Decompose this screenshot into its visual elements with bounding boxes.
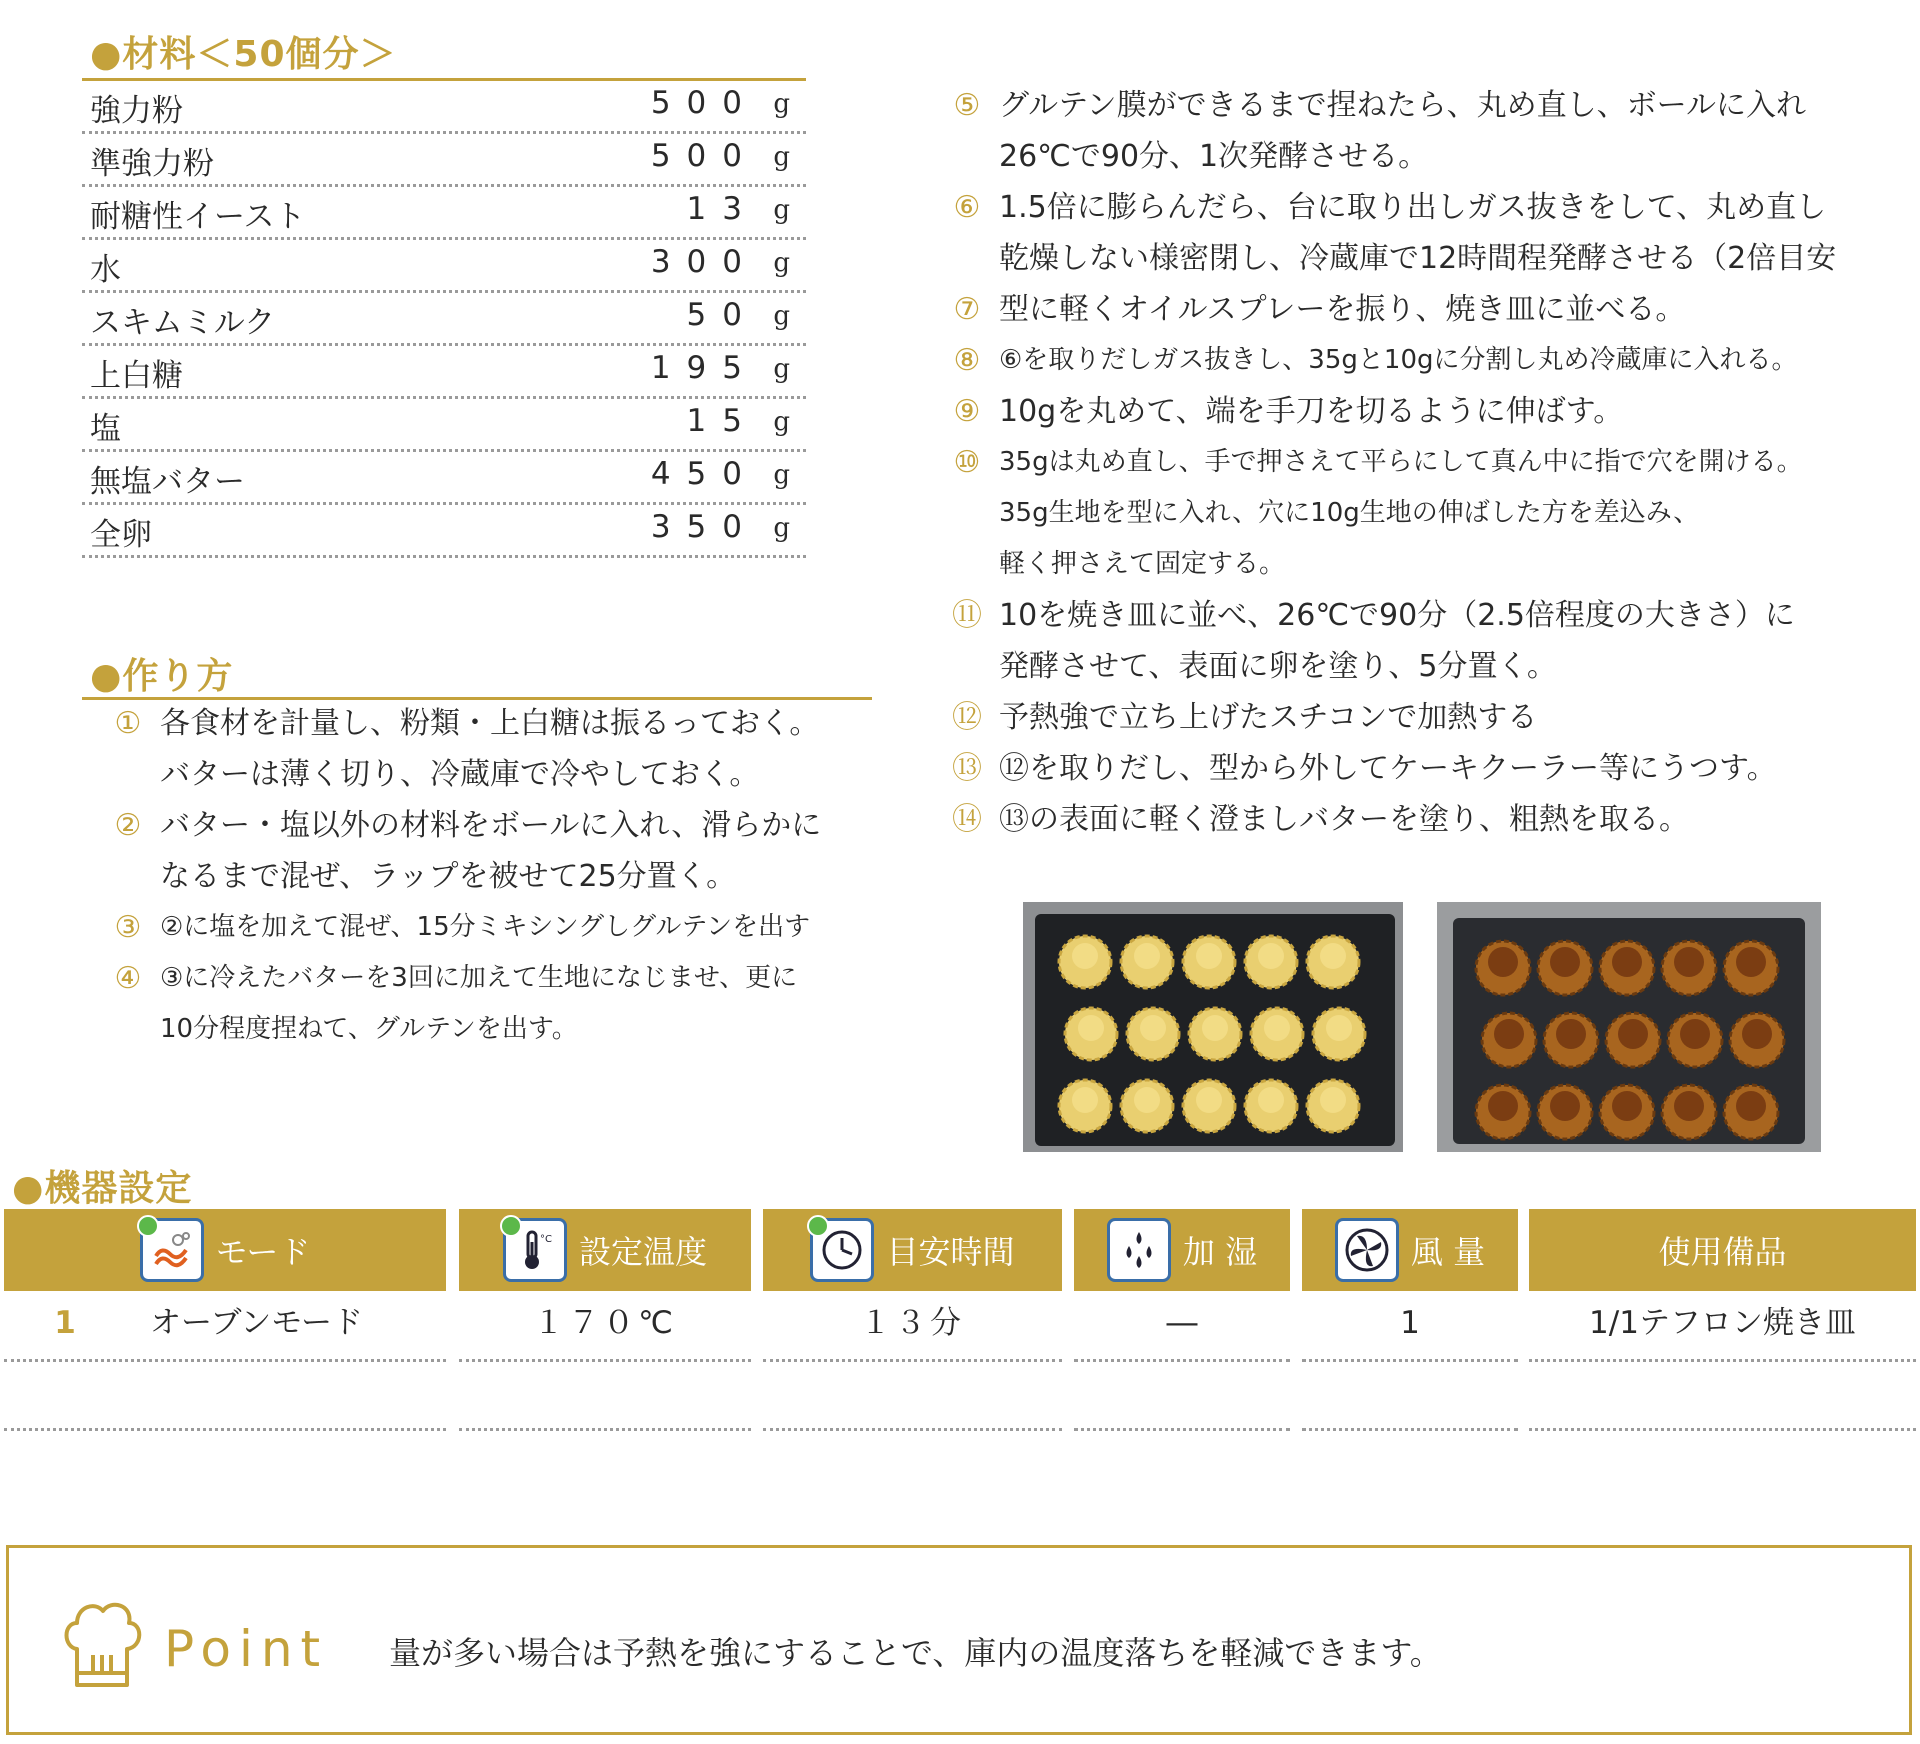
step-text: ③に冷えたバターを3回に加えて生地になじませ、更に 10分程度捏ねて、グルテンを出す。 bbox=[160, 963, 798, 1044]
bun-top bbox=[1196, 1087, 1222, 1113]
ingredients-list bbox=[82, 81, 806, 558]
step-text: 35gは丸め直し、手で押さえて平らにして真ん中に指で穴を開ける。 35g生地を型に入れ、穴に10g生地の伸ばした方を差込み、 軽く押さえて固定する。 bbox=[999, 447, 1803, 579]
ingredient-name: 強力粉 bbox=[90, 93, 183, 129]
bun-top bbox=[1550, 1091, 1580, 1121]
step-number: ⑥ bbox=[953, 190, 981, 225]
steps-right bbox=[947, 80, 1917, 845]
step-number: ⑫ bbox=[952, 700, 982, 735]
step-text: ⑬の表面に軽く澄ましバターを塗り、粗熱を取る。 bbox=[999, 802, 1689, 837]
bun-top bbox=[1320, 943, 1346, 969]
ingredient-qty: 500 bbox=[650, 85, 758, 121]
method-step bbox=[947, 590, 1917, 692]
method-step bbox=[947, 743, 1917, 794]
ingredient-name: 準強力粉 bbox=[90, 146, 214, 182]
ingredient-row bbox=[82, 505, 806, 558]
ingredients-title: ●材料＜50個分＞ bbox=[90, 34, 397, 75]
header-fan-label: 風 量 bbox=[1410, 1233, 1486, 1271]
ingredient-row bbox=[82, 187, 806, 240]
status-dot-icon bbox=[137, 1215, 159, 1237]
ingredient-qty: 500 bbox=[650, 138, 758, 174]
step-number: ① bbox=[114, 706, 142, 741]
ingredient-unit: g bbox=[773, 248, 790, 278]
step-number: ④ bbox=[114, 961, 142, 996]
row-divider bbox=[763, 1428, 1062, 1431]
bun-top bbox=[1320, 1087, 1346, 1113]
ingredient-row bbox=[82, 134, 806, 187]
point-label: Point bbox=[164, 1620, 329, 1678]
header-mode bbox=[4, 1209, 446, 1291]
step-number: ⑨ bbox=[953, 394, 981, 429]
row-fan: 1 bbox=[1400, 1305, 1420, 1341]
row-divider bbox=[1529, 1359, 1916, 1362]
header-humidity-label: 加 湿 bbox=[1182, 1233, 1258, 1271]
bun-top bbox=[1134, 943, 1160, 969]
point-box bbox=[6, 1545, 1912, 1735]
header-time bbox=[763, 1209, 1062, 1291]
ingredient-qty: 13 bbox=[686, 191, 758, 227]
header-temperature-label: 設定温度 bbox=[578, 1233, 707, 1271]
ingredient-unit: g bbox=[773, 354, 790, 384]
ingredient-name: 無塩バター bbox=[90, 464, 245, 500]
step-number: ⑤ bbox=[953, 88, 981, 123]
bun-top bbox=[1618, 1019, 1648, 1049]
row-divider bbox=[1074, 1428, 1290, 1431]
bun-top bbox=[1736, 1091, 1766, 1121]
step-number: ⑦ bbox=[953, 292, 981, 327]
method-step bbox=[947, 437, 1917, 590]
photo-baked-brioche bbox=[1437, 902, 1821, 1152]
row-humidity: ― bbox=[1166, 1305, 1198, 1341]
ingredient-row bbox=[82, 452, 806, 505]
step-number: ⑭ bbox=[952, 802, 982, 837]
row-supplies: 1/1テフロン焼き皿 bbox=[1589, 1305, 1856, 1341]
bun-top bbox=[1674, 1091, 1704, 1121]
fan-icon bbox=[1335, 1218, 1399, 1282]
row-divider bbox=[763, 1359, 1062, 1362]
method-step bbox=[947, 284, 1917, 335]
photo-dough-before-baking bbox=[1023, 902, 1403, 1152]
method-step bbox=[108, 902, 928, 953]
ingredient-name: 上白糖 bbox=[90, 358, 183, 394]
header-temperature bbox=[459, 1209, 751, 1291]
ingredient-qty: 350 bbox=[650, 509, 758, 545]
row-divider bbox=[4, 1428, 446, 1431]
row-time: １３分 bbox=[860, 1305, 965, 1341]
ingredient-row bbox=[82, 399, 806, 452]
bun-top bbox=[1494, 1019, 1524, 1049]
equipment-title: ●機器設定 bbox=[12, 1168, 193, 1209]
bun-top bbox=[1680, 1019, 1710, 1049]
method-step bbox=[947, 182, 1917, 284]
step-number: ③ bbox=[114, 910, 142, 945]
status-dot-icon bbox=[500, 1215, 522, 1237]
row-divider bbox=[1302, 1428, 1518, 1431]
step-number: ⑪ bbox=[952, 598, 982, 633]
row-divider bbox=[1074, 1359, 1290, 1362]
bun-top bbox=[1556, 1019, 1586, 1049]
ingredient-unit: g bbox=[773, 301, 790, 331]
ingredient-name: スキムミルク bbox=[90, 305, 276, 341]
humidity-drops-icon bbox=[1107, 1218, 1171, 1282]
step-number: ⑩ bbox=[953, 445, 981, 480]
bun-top bbox=[1072, 1087, 1098, 1113]
row-divider bbox=[4, 1359, 446, 1362]
point-text: 量が多い場合は予熱を強にすることで、庫内の温度落ちを軽減できます。 bbox=[389, 1634, 1442, 1672]
row-temperature: １７０℃ bbox=[533, 1305, 677, 1341]
bun-top bbox=[1072, 943, 1098, 969]
bun-top bbox=[1134, 1087, 1160, 1113]
bun-top bbox=[1258, 943, 1284, 969]
ingredient-name: 耐糖性イースト bbox=[90, 199, 306, 235]
method-step bbox=[108, 953, 928, 1055]
steam-mode-icon bbox=[140, 1218, 204, 1282]
step-text: ⑫を取りだし、型から外してケーキクーラー等にうつす。 bbox=[999, 751, 1777, 786]
header-time-label: 目安時間 bbox=[886, 1233, 1015, 1271]
header-fan bbox=[1302, 1209, 1518, 1291]
row-divider bbox=[1302, 1359, 1518, 1362]
ingredient-qty: 50 bbox=[686, 297, 758, 333]
ingredient-unit: g bbox=[773, 513, 790, 543]
method-title: ●作り方 bbox=[90, 656, 234, 697]
header-supplies bbox=[1529, 1209, 1916, 1291]
step-number: ⑬ bbox=[952, 751, 982, 786]
method-step bbox=[947, 692, 1917, 743]
header-mode-label: モード bbox=[215, 1233, 311, 1271]
step-text: 型に軽くオイルスプレーを振り、焼き皿に並べる。 bbox=[999, 292, 1686, 327]
thermometer-icon bbox=[503, 1218, 567, 1282]
ingredient-qty: 300 bbox=[650, 244, 758, 280]
bun-top bbox=[1202, 1015, 1228, 1041]
step-text: 1.5倍に膨らんだら、台に取り出しガス抜きをして、丸め直し 乾燥しない様密閉し、冷蔵庫で12時間程発酵させる（2倍目安 bbox=[999, 190, 1837, 276]
ingredient-unit: g bbox=[773, 195, 790, 225]
ingredient-unit: g bbox=[773, 460, 790, 490]
method-step bbox=[947, 794, 1917, 845]
bun-top bbox=[1612, 1091, 1642, 1121]
ingredient-qty: 15 bbox=[686, 403, 758, 439]
bun-top bbox=[1674, 947, 1704, 977]
ingredient-qty: 450 bbox=[650, 456, 758, 492]
header-humidity bbox=[1074, 1209, 1290, 1291]
ingredient-name: 全卵 bbox=[90, 517, 152, 553]
row-divider bbox=[459, 1428, 751, 1431]
bun-top bbox=[1488, 947, 1518, 977]
method-step bbox=[108, 698, 928, 800]
bun-top bbox=[1264, 1015, 1290, 1041]
step-text: 予熱強で立ち上げたスチコンで加熱する bbox=[999, 700, 1538, 735]
ingredient-row bbox=[82, 293, 806, 346]
clock-icon bbox=[810, 1218, 874, 1282]
bun-top bbox=[1196, 943, 1222, 969]
row-mode: オーブンモード bbox=[150, 1305, 363, 1341]
row-divider bbox=[459, 1359, 751, 1362]
bun-top bbox=[1140, 1015, 1166, 1041]
ingredient-name: 水 bbox=[90, 252, 121, 288]
step-number: ⑧ bbox=[953, 343, 981, 378]
ingredient-row bbox=[82, 346, 806, 399]
ingredient-unit: g bbox=[773, 407, 790, 437]
row-index: 1 bbox=[54, 1305, 76, 1341]
step-text: 各食材を計量し、粉類・上白糖は振るっておく。 バターは薄く切り、冷蔵庫で冷やしておく。 bbox=[160, 706, 820, 792]
method-step bbox=[947, 386, 1917, 437]
bun-top bbox=[1742, 1019, 1772, 1049]
steps-left bbox=[108, 698, 928, 1055]
step-text: バター・塩以外の材料をボールに入れ、滑らかに なるまで混ぜ、ラップを被せて25分置く。 bbox=[160, 808, 822, 894]
header-supplies-label: 使用備品 bbox=[1658, 1233, 1787, 1271]
bun-top bbox=[1736, 947, 1766, 977]
step-text: 10を焼き皿に並べ、26℃で90分（2.5倍程度の大きさ）に 発酵させて、表面に卵を塗り、5分置く。 bbox=[999, 598, 1795, 684]
bun-top bbox=[1612, 947, 1642, 977]
method-step bbox=[947, 80, 1917, 182]
bun-top bbox=[1078, 1015, 1104, 1041]
ingredient-qty: 195 bbox=[650, 350, 758, 386]
bun-top bbox=[1488, 1091, 1518, 1121]
bun-top bbox=[1550, 947, 1580, 977]
ingredient-row bbox=[82, 240, 806, 293]
step-text: ②に塩を加えて混ぜ、15分ミキシングしグルテンを出す bbox=[160, 912, 811, 942]
method-step bbox=[947, 335, 1917, 386]
bun-top bbox=[1258, 1087, 1284, 1113]
ingredient-row bbox=[82, 81, 806, 134]
step-text: グルテン膜ができるまで捏ねたら、丸め直し、ボールに入れ 26℃で90分、1次発酵させる。 bbox=[999, 88, 1806, 174]
step-text: ⑥を取りだしガス抜きし、35gと10gに分割し丸め冷蔵庫に入れる。 bbox=[999, 345, 1798, 375]
chef-hat-icon bbox=[61, 1593, 143, 1697]
ingredient-unit: g bbox=[773, 89, 790, 119]
bun-top bbox=[1326, 1015, 1352, 1041]
step-number: ② bbox=[114, 808, 142, 843]
ingredient-name: 塩 bbox=[90, 411, 121, 447]
row-divider bbox=[1529, 1428, 1916, 1431]
svg-text:°C: °C bbox=[539, 1234, 552, 1245]
ingredient-unit: g bbox=[773, 142, 790, 172]
method-step bbox=[108, 800, 928, 902]
step-text: 10gを丸めて、端を手刀を切るように伸ばす。 bbox=[999, 394, 1624, 429]
